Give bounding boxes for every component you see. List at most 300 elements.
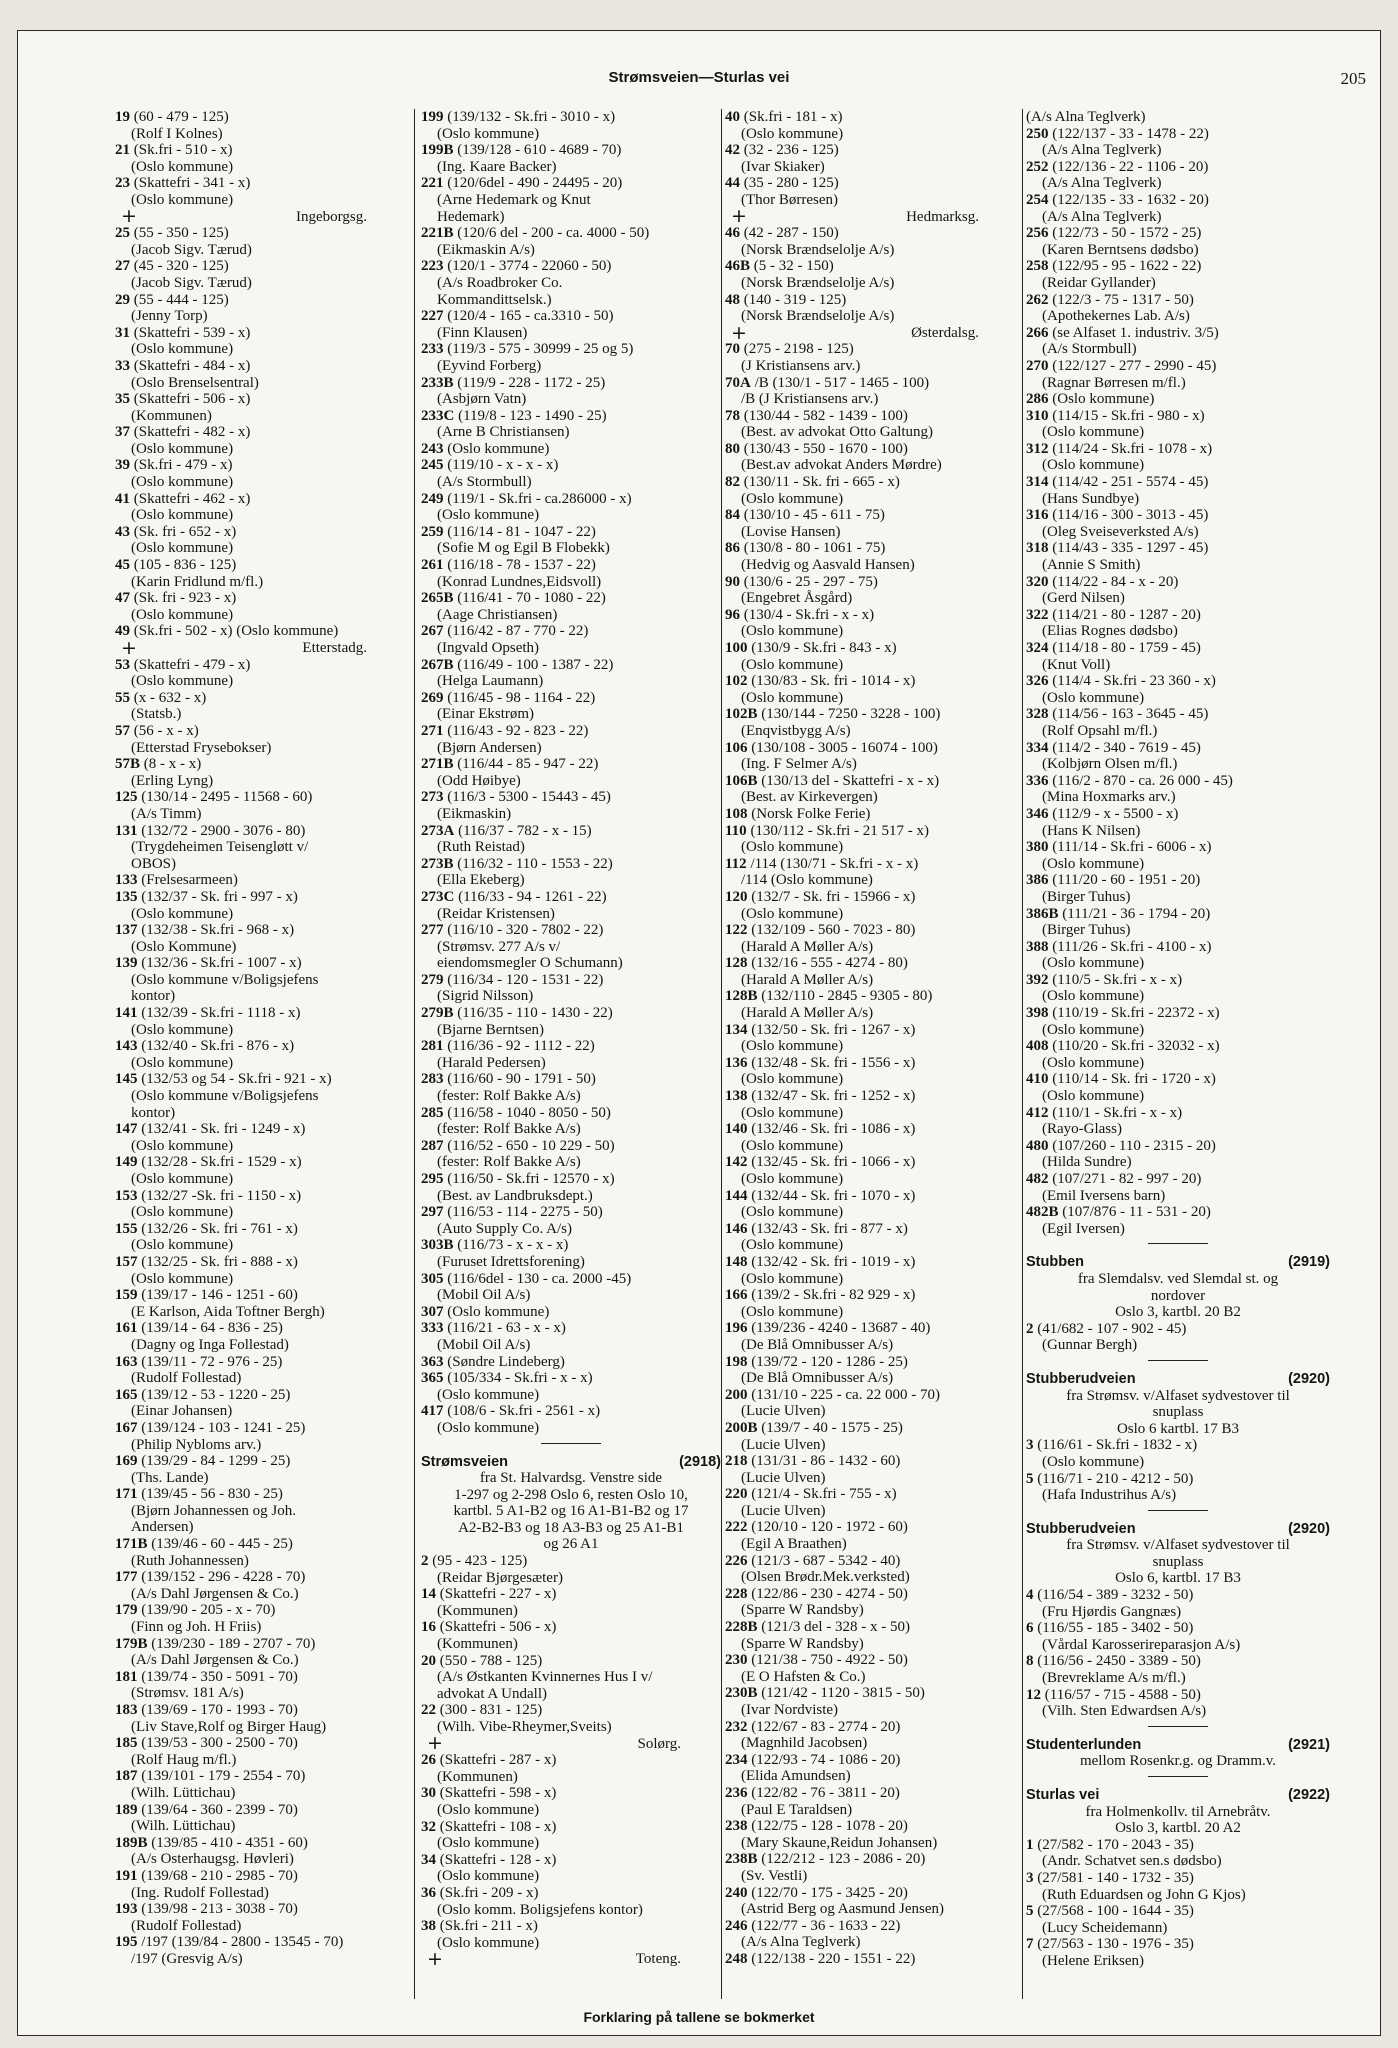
property-entry	[421, 225, 721, 258]
property-entry	[115, 292, 407, 325]
property-details: (130/11 - Sk. fri - 665 - x) (Oslo kommune)	[741, 474, 900, 507]
house-number: 84	[725, 507, 740, 524]
property-entry	[725, 1055, 1019, 1088]
property-entry	[1026, 607, 1330, 640]
property-entry	[115, 1569, 407, 1602]
house-number: 412	[1026, 1104, 1049, 1121]
house-number: 286	[1026, 391, 1049, 408]
house-number: 279	[421, 971, 444, 988]
property-entry	[421, 1105, 721, 1138]
property-entry	[115, 1320, 407, 1353]
property-details: (114/22 - 84 - x - 20) (Gerd Nilsen)	[1042, 573, 1179, 607]
property-entry	[421, 590, 721, 623]
street-description: fra Strømsv. v/Alfaset sydvestover til snuplass Oslo 6 kartbl. 17 B3	[1066, 1387, 1290, 1437]
property-entry	[115, 1121, 407, 1154]
property-entry	[421, 1403, 721, 1436]
property-entry	[421, 1852, 721, 1885]
property-entry	[1026, 1321, 1330, 1354]
property-entry	[725, 1387, 1019, 1420]
house-number: 26	[421, 1752, 436, 1769]
property-entry	[421, 1271, 721, 1304]
house-number: 38	[421, 1918, 436, 1935]
property-details: (132/36 - Sk.fri - 1007 - x) (Oslo kommune v/Boligsjefens kontor)	[131, 955, 319, 1005]
property-entry	[421, 690, 721, 723]
property-details: (139/17 - 146 - 1251 - 60) (E Karlson, Aida Toftner Bergh)	[131, 1287, 325, 1320]
cross-street-name: Solørg.	[637, 1735, 681, 1752]
street-section-header	[1026, 1787, 1330, 1837]
property-details: /197 (139/84 - 2800 - 13545 - 70) /197 (Gresvig A/s)	[131, 1934, 344, 1967]
property-details: (Sk. fri - 923 - x) (Oslo kommune)	[131, 590, 237, 623]
column-3	[725, 109, 1019, 1968]
property-details: (122/82 - 76 - 3811 - 20) (Paul E Taraldsen)	[741, 1784, 900, 1818]
property-entry	[725, 1221, 1019, 1254]
property-details: (27/568 - 100 - 1644 - 35) (Lucy Scheidemann)	[1037, 1903, 1194, 1936]
house-number: 273B	[421, 855, 454, 872]
house-number: 277	[421, 922, 444, 939]
section-end-rule	[1148, 1726, 1208, 1727]
house-number: 307	[421, 1303, 444, 1320]
property-details: (se Alfaset 1. industriv. 3/5) (A/s Stormbull)	[1042, 324, 1219, 358]
property-details: (8 - x - x) (Erling Lyng)	[131, 756, 214, 789]
house-number: 270	[1026, 357, 1049, 374]
house-number: 137	[115, 922, 138, 939]
property-entry	[1026, 258, 1330, 291]
house-number: 316	[1026, 507, 1049, 524]
property-details: (139/98 - 213 - 3038 - 70) (Rudolf Follestad)	[131, 1901, 298, 1934]
house-number: 41	[115, 490, 130, 507]
property-details: (116/50 - Sk.fri - 12570 - x) (Best. av Landbruksdept.)	[437, 1171, 615, 1204]
property-details: (110/5 - Sk.fri - x - x) (Oslo kommune)	[1042, 971, 1183, 1005]
house-number: 179B	[115, 1635, 148, 1652]
house-number: 269	[421, 689, 444, 706]
property-details: (139/29 - 84 - 1299 - 25) (Ths. Lande)	[131, 1453, 291, 1486]
property-entry	[725, 1354, 1019, 1387]
property-details: (119/3 - 575 - 30999 - 25 og 5) (Eyvind Forberg)	[437, 341, 634, 374]
section-end-rule	[1148, 1360, 1208, 1361]
property-entry	[421, 142, 721, 175]
property-entry	[725, 1486, 1019, 1519]
property-entry	[115, 922, 407, 955]
property-details: (116/44 - 85 - 947 - 22) (Odd Høibye)	[437, 756, 599, 789]
property-entry	[421, 1619, 721, 1652]
property-entry	[1026, 358, 1330, 391]
house-number: 328	[1026, 706, 1049, 723]
property-entry	[725, 740, 1019, 773]
property-details: (116/49 - 100 - 1387 - 22) (Helga Laumann)	[437, 656, 614, 690]
property-details: (114/42 - 251 - 5574 - 45) (Hans Sundbye)	[1042, 474, 1209, 507]
house-number: 33	[115, 357, 130, 374]
street-section-header	[1026, 1737, 1330, 1770]
property-details: (107/260 - 110 - 2315 - 20) (Hilda Sundre)	[1042, 1137, 1216, 1171]
house-number: 285	[421, 1104, 444, 1121]
property-details: (119/10 - x - x - x) (A/s Stormbull)	[437, 457, 559, 491]
house-number: 312	[1026, 440, 1049, 457]
property-entry	[421, 1005, 721, 1038]
property-entry	[725, 856, 1019, 889]
property-details: (132/110 - 2845 - 9305 - 80) (Harald A Møller A/s)	[741, 988, 933, 1022]
property-entry	[421, 1138, 721, 1171]
house-number: 336	[1026, 772, 1049, 789]
house-number: 31	[115, 324, 130, 341]
property-entry	[1026, 574, 1330, 607]
property-entry	[421, 1702, 721, 1735]
property-entry	[115, 1420, 407, 1453]
house-number: 167	[115, 1419, 138, 1436]
house-number: 200B	[725, 1419, 758, 1436]
house-number: 410	[1026, 1071, 1049, 1088]
house-number: 233C	[421, 407, 455, 424]
house-number: 408	[1026, 1038, 1049, 1055]
property-details: (116/71 - 210 - 4212 - 50) (Hafa Industrihus A/s)	[1037, 1470, 1194, 1504]
house-number: 34	[421, 1851, 436, 1868]
property-details: (116/10 - 320 - 7802 - 22) (Strømsv. 277 A/s v/ eiendomsmegler O Schumann)	[437, 922, 623, 972]
property-entry	[115, 1221, 407, 1254]
house-number: 200	[725, 1386, 748, 1403]
cross-street-name: Toteng.	[635, 1951, 681, 1968]
street-code: (2919)	[1288, 1254, 1330, 1271]
property-details: (130/43 - 550 - 1670 - 100) (Best.av advokat Anders Mørdre)	[741, 440, 942, 474]
house-number: 27	[115, 258, 130, 275]
property-details: (Sk.fri - 211 - x) (Oslo kommune)	[437, 1918, 540, 1951]
property-entry	[725, 640, 1019, 673]
street-description: fra Slemdalsv. ved Slemdal st. og nordover Oslo 3, kartbl. 20 B2	[1077, 1270, 1279, 1321]
property-details: (132/39 - Sk.fri - 1118 - x) (Oslo kommune)	[131, 1005, 301, 1038]
property-entry	[421, 441, 721, 458]
property-details: (116/3 - 5300 - 15443 - 45) (Eikmaskin)	[437, 789, 611, 822]
street-section-header	[1026, 1254, 1330, 1320]
property-entry	[115, 723, 407, 756]
property-entry	[725, 922, 1019, 955]
house-number: 169	[115, 1453, 138, 1470]
property-entry	[421, 972, 721, 1005]
property-entry	[1026, 225, 1330, 258]
property-details: (130/13 del - Skattefri - x - x) (Best. av Kirkevergen)	[741, 772, 940, 806]
property-details: (119/9 - 228 - 1172 - 25) (Asbjørn Vatn)	[437, 374, 606, 408]
property-entry	[1026, 1936, 1330, 1969]
property-entry	[725, 1022, 1019, 1055]
property-entry	[421, 341, 721, 374]
property-details: (Skattefri - 128 - x) (Oslo kommune)	[437, 1851, 557, 1885]
property-details: (Oslo kommune)	[447, 440, 550, 457]
house-number: 2	[421, 1553, 429, 1570]
property-details: (139/2 - Sk.fri - 82 929 - x) (Oslo kommune)	[741, 1287, 916, 1320]
property-entry	[115, 1868, 407, 1901]
page-header	[18, 69, 1380, 93]
column-divider	[414, 109, 415, 1999]
house-number: 392	[1026, 971, 1049, 988]
property-entry	[725, 109, 1019, 142]
property-details: (120/6del - 490 - 24495 - 20) (Arne Hedemark og Knut Hedemark)	[437, 175, 623, 225]
house-number: 25	[115, 225, 130, 242]
house-number: 96	[725, 606, 740, 623]
property-entry	[421, 308, 721, 341]
property-entry	[115, 524, 407, 557]
house-number: 29	[115, 291, 130, 308]
property-entry	[725, 1619, 1019, 1652]
property-details: (105 - 836 - 125) (Karin Fridlund m/fl.)	[131, 557, 264, 590]
property-details: (116/14 - 81 - 1047 - 22) (Sofie M og Egil B Flobekk)	[437, 523, 610, 557]
property-entry	[115, 1005, 407, 1038]
property-entry	[115, 142, 407, 175]
house-number: 234	[725, 1751, 748, 1768]
house-number: 236	[725, 1784, 748, 1801]
house-number: 128	[725, 955, 748, 972]
house-number: 318	[1026, 540, 1049, 557]
property-details: (116/45 - 98 - 1164 - 22) (Einar Ekstrøm)	[437, 689, 596, 723]
house-number: 82	[725, 474, 740, 491]
property-details: (132/16 - 555 - 4274 - 80) (Harald A Møller A/s)	[741, 955, 908, 988]
property-details: (122/75 - 128 - 1078 - 20) (Mary Skaune,Reidun Johansen)	[741, 1818, 938, 1851]
property-entry	[725, 1918, 1019, 1951]
property-entry	[421, 756, 721, 789]
column-divider	[1022, 109, 1023, 1999]
property-entry	[115, 1188, 407, 1221]
property-details: (132/7 - Sk. fri - 15966 - x) (Oslo kommune)	[741, 888, 916, 922]
property-details: (139/152 - 296 - 4228 - 70) (A/s Dahl Jørgensen & Co.)	[131, 1569, 306, 1602]
property-entry	[725, 1685, 1019, 1718]
house-number: 193	[115, 1901, 138, 1918]
property-details: (116/18 - 78 - 1537 - 22) (Konrad Lundnes,Eidsvoll)	[437, 557, 602, 590]
property-details: (55 - 444 - 125) (Jenny Torp)	[131, 291, 229, 325]
house-number: 198	[725, 1353, 748, 1370]
house-number: 199B	[421, 142, 454, 159]
property-details: (Sk.fri - 479 - x) (Oslo kommune)	[131, 457, 234, 491]
property-details: (122/136 - 22 - 1106 - 20) (A/s Alna Teglverk)	[1042, 158, 1209, 192]
house-number: 166	[725, 1287, 748, 1304]
property-entry	[1026, 640, 1330, 673]
house-number: 153	[115, 1187, 138, 1204]
property-details: (27/582 - 170 - 2043 - 35) (Andr. Schatvet sen.s dødsbo)	[1037, 1836, 1222, 1870]
property-entry	[421, 1370, 721, 1403]
street-heading	[1026, 1371, 1330, 1388]
house-number: 1	[1026, 1836, 1034, 1853]
property-details: (27/563 - 130 - 1976 - 35) (Helene Eriksen)	[1037, 1936, 1194, 1969]
property-details: (132/25 - Sk. fri - 888 - x) (Oslo kommune)	[131, 1253, 298, 1287]
directory-page	[17, 30, 1381, 2036]
property-details: (122/93 - 74 - 1086 - 20) (Elida Amundsen)	[741, 1751, 901, 1785]
property-details: (116/61 - Sk.fri - 1832 - x) (Oslo kommune)	[1037, 1437, 1198, 1470]
property-details: (139/90 - 205 - x - 70) (Finn og Joh. H Friis)	[131, 1602, 276, 1636]
street-description: fra Strømsv. v/Alfaset sydvestover til snuplass Oslo 6, kartbl. 17 B3	[1066, 1537, 1290, 1587]
property-entry	[725, 408, 1019, 441]
property-details: (132/26 - Sk. fri - 761 - x) (Oslo kommune)	[131, 1220, 298, 1254]
property-entry	[725, 1420, 1019, 1453]
property-entry	[421, 175, 721, 225]
property-entry	[115, 1934, 407, 1967]
property-details: (139/64 - 360 - 2399 - 70) (Wilh. Lüttichau)	[131, 1801, 298, 1835]
house-number: 22	[421, 1702, 436, 1719]
property-entry	[1026, 740, 1330, 773]
property-details: (Skattefri - 482 - x) (Oslo kommune)	[131, 424, 251, 457]
house-number: 249	[421, 490, 444, 507]
property-details: (550 - 788 - 125) (A/s Østkanten Kvinnernes Hus I v/ advokat A Undall)	[437, 1652, 653, 1702]
property-entry	[725, 1752, 1019, 1785]
property-details: (130/9 - Sk.fri - 843 - x) (Oslo kommune)	[741, 640, 897, 673]
house-number: 5	[1026, 1470, 1034, 1487]
property-details: (Søndre Lindeberg)	[447, 1353, 565, 1370]
house-number: 221B	[421, 225, 454, 242]
property-details: (111/14 - Sk.fri - 6006 - x) (Oslo kommune)	[1042, 839, 1212, 872]
property-entry	[421, 557, 721, 590]
house-number: 267B	[421, 656, 454, 673]
house-number: 333	[421, 1320, 444, 1337]
column-2	[421, 109, 721, 1971]
property-entry	[1026, 906, 1330, 939]
property-details: (139/53 - 300 - 2500 - 70) (Rolf Haug m/fl.)	[131, 1735, 298, 1768]
property-details: (35 - 280 - 125) (Thor Børresen)	[741, 175, 839, 208]
property-details: (Skattefri - 287 - x) (Kommunen)	[437, 1752, 557, 1785]
property-details: (Sk.fri - 502 - x) (Oslo kommune)	[133, 623, 339, 640]
property-details: (131/10 - 225 - ca. 22 000 - 70) (Lucie Ulven)	[741, 1386, 940, 1420]
street-code: (2918)	[679, 1453, 721, 1470]
property-entry	[725, 823, 1019, 856]
cross-street-icon: +	[121, 205, 137, 228]
house-number: 19	[115, 109, 130, 125]
property-entry	[1026, 1204, 1330, 1237]
property-entry	[115, 955, 407, 1005]
house-number: 314	[1026, 474, 1049, 491]
house-number: 144	[725, 1187, 748, 1204]
house-number: 78	[725, 407, 740, 424]
property-entry	[725, 806, 1019, 823]
property-details: (122/138 - 220 - 1551 - 22)	[751, 1950, 916, 1967]
house-number: 243	[421, 440, 444, 457]
property-entry	[725, 889, 1019, 922]
house-number: 5	[1026, 1903, 1034, 1920]
property-details: (132/42 - Sk. fri - 1019 - x) (Oslo kommune)	[741, 1253, 916, 1287]
property-entry	[421, 1038, 721, 1071]
property-details: (116/43 - 92 - 823 - 22) (Bjørn Andersen)	[437, 722, 589, 756]
property-entry	[1026, 1437, 1330, 1470]
section-end-rule	[541, 1443, 601, 1444]
property-details: (132/46 - Sk. fri - 1086 - x) (Oslo kommune)	[741, 1121, 916, 1154]
house-number: 267	[421, 623, 444, 640]
property-entry	[115, 1453, 407, 1486]
property-details: (Skattefri - 462 - x) (Oslo kommune)	[131, 490, 251, 524]
property-details: (Sk.fri - 181 - x) (Oslo kommune)	[741, 109, 844, 142]
property-entry	[1026, 540, 1330, 573]
street-name: Stubben	[1026, 1254, 1084, 1271]
cross-street-name: Ingeborgsg.	[296, 208, 367, 225]
house-number: 230B	[725, 1685, 758, 1702]
property-details: (139/14 - 64 - 836 - 25) (Dagny og Inga Follestad)	[131, 1320, 289, 1353]
street-description: fra St. Halvardsg. Venstre side 1-297 og 2-298 Oslo 6, resten Oslo 10, kartbl. 5 A1-B2 og 16 A1-B1-B2 og 17 A2-B2-B3 og 18 A3-B3 og 25 A1-B1 og 26 A1	[453, 1470, 689, 1553]
house-number: 139	[115, 955, 138, 972]
house-number: 482B	[1026, 1204, 1059, 1221]
running-title: Strømsveien—Sturlas vei	[608, 69, 790, 86]
property-details: (Skattefri - 506 - x) (Kommunen)	[131, 391, 251, 424]
street-description: mellom Rosenkr.g. og Dramm.v.	[1079, 1753, 1277, 1770]
house-number: 131	[115, 822, 138, 839]
property-details: (132/72 - 2900 - 3076 - 80) (Trygdeheimen Teisengløtt v/ OBOS)	[131, 822, 309, 872]
house-number: 265B	[421, 590, 454, 607]
property-entry	[115, 557, 407, 590]
house-number: 310	[1026, 407, 1049, 424]
property-entry	[725, 1951, 1019, 1968]
property-details: (121/42 - 1120 - 3815 - 50) (Ivar Nordviste)	[741, 1685, 925, 1718]
property-details: (x - 632 - x) (Statsb.)	[131, 689, 207, 723]
property-entry	[115, 1486, 407, 1536]
property-entry	[725, 955, 1019, 988]
property-entry	[421, 491, 721, 524]
house-number: 143	[115, 1038, 138, 1055]
property-entry	[115, 756, 407, 789]
property-entry	[421, 623, 721, 656]
property-details: (139/236 - 4240 - 13687 - 40) (De Blå Omnibusser A/s)	[741, 1320, 931, 1353]
property-details: (130/108 - 3005 - 16074 - 100) (Ing. F Selmer A/s)	[741, 739, 938, 773]
property-entry	[115, 789, 407, 822]
house-number: 238B	[725, 1851, 758, 1868]
street-code: (2921)	[1288, 1736, 1330, 1753]
house-number: 46B	[725, 258, 751, 275]
house-number: 163	[115, 1353, 138, 1370]
house-number: 45	[115, 557, 130, 574]
property-entry	[115, 325, 407, 358]
property-details: (122/3 - 75 - 1317 - 50) (Apothekernes Lab. A/s)	[1042, 291, 1194, 325]
property-entry	[1026, 1620, 1330, 1653]
property-entry	[421, 823, 721, 856]
property-entry	[115, 657, 407, 690]
property-details: (Skattefri - 506 - x) (Kommunen)	[437, 1619, 557, 1653]
property-entry	[115, 1669, 407, 1702]
property-details: (139/45 - 56 - 830 - 25) (Bjørn Johannessen og Joh. Andersen)	[131, 1486, 296, 1536]
house-number: 398	[1026, 1005, 1049, 1022]
house-number: 220	[725, 1486, 748, 1503]
property-entry	[115, 457, 407, 490]
property-entry	[115, 1354, 407, 1387]
property-entry	[1026, 1105, 1330, 1138]
house-number: 165	[115, 1386, 138, 1403]
house-number: 146	[725, 1220, 748, 1237]
house-number: 159	[115, 1287, 138, 1304]
house-number: 417	[421, 1403, 444, 1420]
house-number: 149	[115, 1154, 138, 1171]
property-details: (55 - 350 - 125) (Jacob Sigv. Tærud)	[131, 225, 252, 258]
house-number: 120	[725, 888, 748, 905]
property-entry	[421, 1586, 721, 1619]
property-entry	[421, 1354, 721, 1371]
property-details: (105/334 - Sk.fri - x - x) (Oslo kommune)	[437, 1370, 593, 1403]
property-entry	[421, 1752, 721, 1785]
street-name: Stubberudveien	[1026, 1520, 1136, 1537]
house-number: 110	[725, 822, 747, 839]
property-details: (45 - 320 - 125) (Jacob Sigv. Tærud)	[131, 258, 252, 291]
property-entry	[421, 1071, 721, 1104]
house-number: 49	[115, 623, 130, 640]
house-number: 35	[115, 391, 130, 408]
street-section-header	[1026, 1371, 1330, 1437]
property-entry	[115, 225, 407, 258]
property-entry	[115, 1536, 407, 1569]
house-number: 136	[725, 1054, 748, 1071]
property-entry	[421, 524, 721, 557]
property-details: (130/83 - Sk. fri - 1014 - x) (Oslo kommune)	[741, 673, 916, 706]
property-entry	[1026, 126, 1330, 159]
property-entry	[725, 773, 1019, 806]
property-details: (116/21 - 63 - x - x) (Mobil Oil A/s)	[437, 1320, 566, 1353]
house-number: 21	[115, 142, 130, 159]
property-entry	[421, 109, 721, 142]
property-entry	[115, 1287, 407, 1320]
property-details: (120/6 del - 200 - ca. 4000 - 50) (Eikmaskin A/s)	[437, 225, 650, 258]
property-entry	[421, 1819, 721, 1852]
property-entry	[725, 1851, 1019, 1884]
property-details: (130/14 - 2495 - 11568 - 60) (A/s Timm)	[131, 789, 313, 822]
house-number: 245	[421, 457, 444, 474]
cross-street	[115, 205, 407, 228]
street-section-header	[1026, 1521, 1330, 1587]
property-entry	[1026, 773, 1330, 806]
